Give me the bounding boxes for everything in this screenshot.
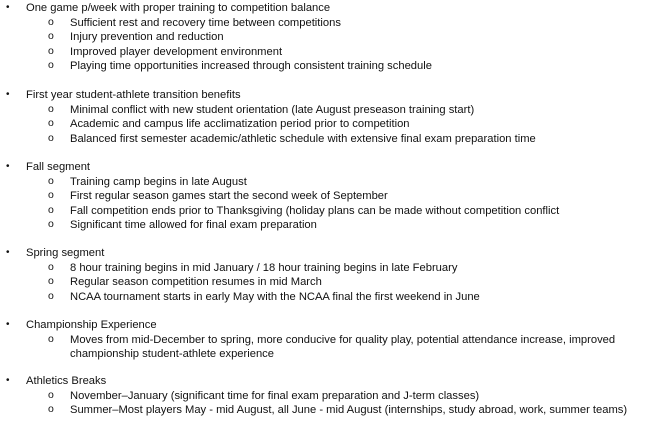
sub-bullet-icon: o xyxy=(48,218,54,230)
list-item xyxy=(0,333,646,362)
list-item xyxy=(0,30,646,45)
section-heading: First year student-athlete transition benefits xyxy=(26,89,241,101)
list-item-text: November–January (significant time for final exam preparation and J-term classes) xyxy=(70,389,480,402)
list-item-text: Training camp begins in late August xyxy=(70,175,247,188)
sub-bullet-icon: o xyxy=(48,117,54,129)
sub-bullet-icon: o xyxy=(48,189,54,201)
list-item-text: Balanced first semester academic/athletic schedule with extensive final exam preparation time xyxy=(70,132,536,145)
sub-bullet-icon: o xyxy=(48,275,54,287)
list-item-text: Significant time allowed for final exam preparation xyxy=(70,219,317,231)
section-heading-row xyxy=(0,160,646,175)
sub-bullet-icon: o xyxy=(48,102,54,115)
list-item-text: First regular season games start the second week of September xyxy=(70,190,388,202)
section-heading: Spring segment xyxy=(26,247,105,259)
list-item-text: NCAA tournament starts in early May with the NCAA final the first weekend in June xyxy=(70,290,480,303)
bullet-icon: • xyxy=(6,89,10,100)
list-item xyxy=(0,290,646,305)
sub-bullet-icon: o xyxy=(48,388,54,401)
list-item-text: Moves from mid-December to spring, more conducive for quality play, potential attendance increase, improved championship student-athlete experience xyxy=(70,333,616,360)
list-item xyxy=(0,204,646,219)
list-item-text: Minimal conflict with new student orientation (late August preseason training start) xyxy=(70,103,475,116)
sub-bullet-icon: o xyxy=(48,289,54,302)
list-item xyxy=(0,403,646,418)
list-item-text: Fall competition ends prior to Thanksgiving (holiday plans can be made without competition conflict xyxy=(70,204,560,217)
list-item xyxy=(0,59,646,74)
list-item-text: Regular season competition resumes in mid March xyxy=(70,276,322,288)
sub-bullet-icon: o xyxy=(48,203,54,216)
sub-bullet-icon: o xyxy=(48,59,54,71)
section-heading-row xyxy=(0,88,646,103)
sub-bullet-icon: o xyxy=(48,30,54,42)
sub-bullet-icon: o xyxy=(48,403,54,415)
sub-bullet-icon: o xyxy=(48,260,54,273)
section-heading: One game p/week with proper training to competition balance xyxy=(26,2,331,14)
section-heading: Athletics Breaks xyxy=(26,375,107,387)
section-balance xyxy=(0,1,646,74)
section-heading-row xyxy=(0,318,646,333)
list-item xyxy=(0,275,646,290)
bullet-icon: • xyxy=(6,319,10,330)
list-item-text: Sufficient rest and recovery time between competitions xyxy=(70,16,341,29)
list-item xyxy=(0,389,646,404)
bullet-icon: • xyxy=(6,161,10,172)
list-item xyxy=(0,218,646,233)
list-item-text: Summer–Most players May - mid August, all June - mid August (internships, study abroad, work, summer teams) xyxy=(70,404,628,416)
bullet-icon: • xyxy=(6,247,10,258)
section-heading-row xyxy=(0,246,646,261)
section-championship xyxy=(0,318,646,362)
sub-bullet-icon: o xyxy=(48,131,54,144)
section-first-year xyxy=(0,88,646,146)
list-item-text: 8 hour training begins in mid January / 18 hour training begins in late February xyxy=(70,261,458,274)
sub-bullet-icon: o xyxy=(48,44,54,57)
section-heading-row xyxy=(0,374,646,389)
list-item-text: Playing time opportunities increased through consistent training schedule xyxy=(70,60,432,72)
sub-bullet-icon: o xyxy=(48,15,54,28)
section-heading: Championship Experience xyxy=(26,319,157,331)
section-spring xyxy=(0,246,646,304)
list-item xyxy=(0,117,646,132)
list-item-text: Improved player development environment xyxy=(70,45,283,58)
sub-bullet-icon: o xyxy=(48,332,54,345)
section-heading-row xyxy=(0,1,646,16)
section-athletics-breaks xyxy=(0,374,646,418)
list-item xyxy=(0,175,646,190)
section-heading: Fall segment xyxy=(26,161,91,173)
list-item xyxy=(0,261,646,276)
list-item xyxy=(0,45,646,60)
list-item-text: Injury prevention and reduction xyxy=(70,31,224,43)
bullet-icon: • xyxy=(6,2,10,13)
sub-bullet-icon: o xyxy=(48,174,54,187)
list-item xyxy=(0,103,646,118)
list-item-text: Academic and campus life acclimatization period prior to competition xyxy=(70,118,410,130)
list-item xyxy=(0,16,646,31)
list-item xyxy=(0,132,646,147)
section-fall xyxy=(0,160,646,233)
list-item xyxy=(0,189,646,204)
bullet-icon: • xyxy=(6,375,10,386)
